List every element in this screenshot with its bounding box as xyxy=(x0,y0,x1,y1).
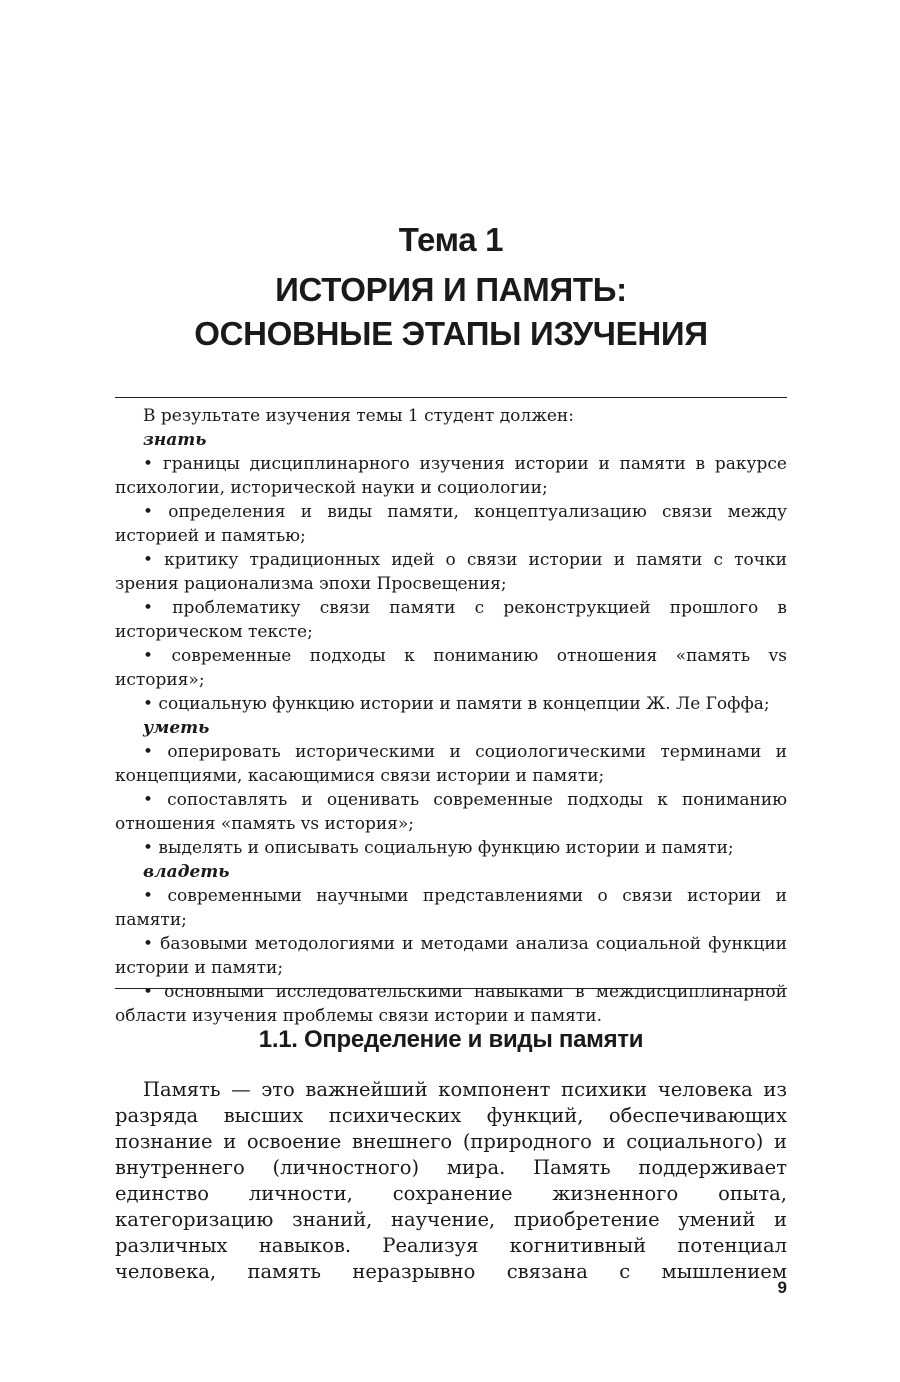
know-item: • проблематику связи памяти с реконструкцией прошлого в историческом тексте; xyxy=(115,598,787,642)
know-item: • определения и виды памяти, концептуализацию связи между историей и памятью; xyxy=(115,502,787,546)
goals-intro: В результате изучения темы 1 студент должен: xyxy=(143,406,574,426)
book-page xyxy=(115,0,787,1382)
know-item: • современные подходы к пониманию отношения «память vs история»; xyxy=(115,646,787,690)
section-title: 1.1. Определение и виды памяти xyxy=(258,1026,644,1053)
can-item: • сопоставлять и оценивать современные подходы к пониманию отношения «память vs история»; xyxy=(115,790,787,834)
body-paragraph: Память — это важнейший компонент психики человека из разряда высших психических функций, обеспечивающих познание и освоение внешнего (природного и социального) и внутреннего (личностного) мира. Память поддерживает единство личности, сохранение жизненного опыта, категоризацию знаний, научение, приобретение умений и различных навыков. Реализуя когнитивный потенциал человека, память неразрывно связана с мышлением xyxy=(115,1078,787,1283)
know-item: • критику традиционных идей о связи истории и памяти с точки зрения рационализма эпохи Просвещения; xyxy=(115,550,787,594)
topic-title xyxy=(115,268,787,356)
master-item: • основными исследовательскими навыками в междисциплинарной области изучения проблемы связи истории и памяти. xyxy=(115,982,787,1026)
can-item: • оперировать историческими и социологическими терминами и концепциями, касающимися связи истории и памяти; xyxy=(115,742,787,786)
learning-goals-block xyxy=(115,404,787,1028)
can-label: уметь xyxy=(143,718,210,738)
page-number: 9 xyxy=(777,1278,787,1297)
know-item: • границы дисциплинарного изучения истории и памяти в ракурсе психологии, исторической науки и социологии; xyxy=(115,454,787,498)
goals-bottom-rule xyxy=(115,988,787,989)
know-label: знать xyxy=(143,430,207,450)
topic-title-line-2: ОСНОВНЫЕ ЭТАПЫ ИЗУЧЕНИЯ xyxy=(194,315,708,352)
topic-label: Тема 1 xyxy=(398,221,504,258)
master-item: • современными научными представлениями о связи истории и памяти; xyxy=(115,886,787,930)
master-label: владеть xyxy=(143,862,230,882)
goals-top-rule xyxy=(115,397,787,398)
topic-title-line-1: ИСТОРИЯ И ПАМЯТЬ: xyxy=(275,271,627,308)
know-item: • социальную функцию истории и памяти в концепции Ж. Ле Гоффа; xyxy=(143,694,770,714)
master-item: • базовыми методологиями и методами анализа социальной функции истории и памяти; xyxy=(115,934,787,978)
can-item: • выделять и описывать социальную функцию истории и памяти; xyxy=(143,838,734,858)
